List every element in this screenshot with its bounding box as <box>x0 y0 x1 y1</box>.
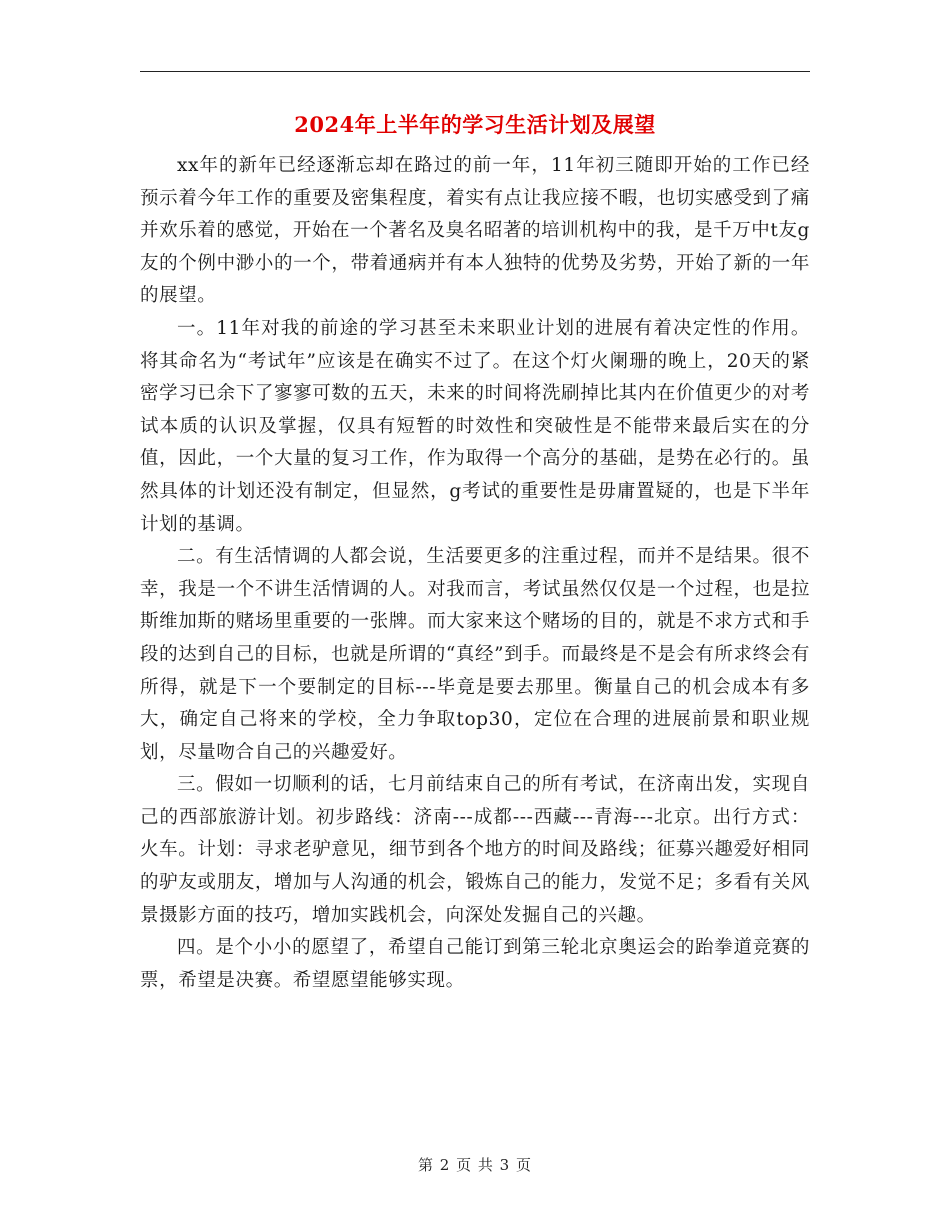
paragraph-intro: xx年的新年已经逐渐忘却在路过的前一年，11年初三随即开始的工作已经预示着今年工作的重要及密集程度，着实有点让我应接不暇，也切实感受到了痛并欢乐着的感觉，开始在一个著名及臭名昭著的培训机构中的我，是千万中t友g友的个例中渺小的一个，带着通病并有本人独特的优势及劣势，开始了新的一年的展望。 <box>140 155 810 307</box>
paragraph-section-3: 三。假如一切顺利的话，七月前结束自己的所有考试，在济南出发，实现自己的西部旅游计划。初步路线：济南---成都---西藏---青海---北京。出行方式：火车。计划：寻求老驴意见，细节到各个地方的时间及路线；征募兴趣爱好相同的驴友或朋友，增加与人沟通的机会，锻炼自己的能力，发觉不足；多看有关风景摄影方面的技巧，增加实践机会，向深处发掘自己的兴趣。 <box>140 774 810 926</box>
document-body <box>140 150 810 997</box>
document-title: 2024年上半年的学习生活计划及展望 <box>294 112 656 137</box>
paragraph-section-1: 一。11年对我的前途的学习甚至未来职业计划的进展有着决定性的作用。将其命名为“考试年”应该是在确实不过了。在这个灯火阑珊的晚上，20天的紧密学习已余下了寥寥可数的五天，未来的时间将洗刷掉比其内在价值更少的对考试本质的认识及掌握，仅具有短暂的时效性和突破性是不能带来最后实在的分值，因此，一个大量的复习工作，作为取得一个高分的基础，是势在必行的。虽然具体的计划还没有制定，但显然，g考试的重要性是毋庸置疑的，也是下半年计划的基调。 <box>140 317 810 535</box>
paragraph-section-2: 二。有生活情调的人都会说，生活要更多的注重过程，而并不是结果。很不幸，我是一个不讲生活情调的人。对我而言，考试虽然仅仅是一个过程，也是拉斯维加斯的赌场里重要的一张牌。而大家来这个赌场的目的，就是不求方式和手段的达到自己的目标，也就是所谓的“真经”到手。而最终是不是会有所求终会有所得，就是下一个要制定的目标---毕竟是要去那里。衡量自己的机会成本有多大，确定自己将来的学校，全力争取top30，定位在合理的进展前景和职业规划，尽量吻合自己的兴趣爱好。 <box>140 546 810 763</box>
page-number: 第 2 页 共 3 页 <box>418 1156 532 1174</box>
paragraph-section-4: 四。是个小小的愿望了，希望自己能订到第三轮北京奥运会的跆拳道竞赛的票，希望是决赛。希望愿望能够实现。 <box>140 937 810 991</box>
header-rule <box>140 71 810 72</box>
